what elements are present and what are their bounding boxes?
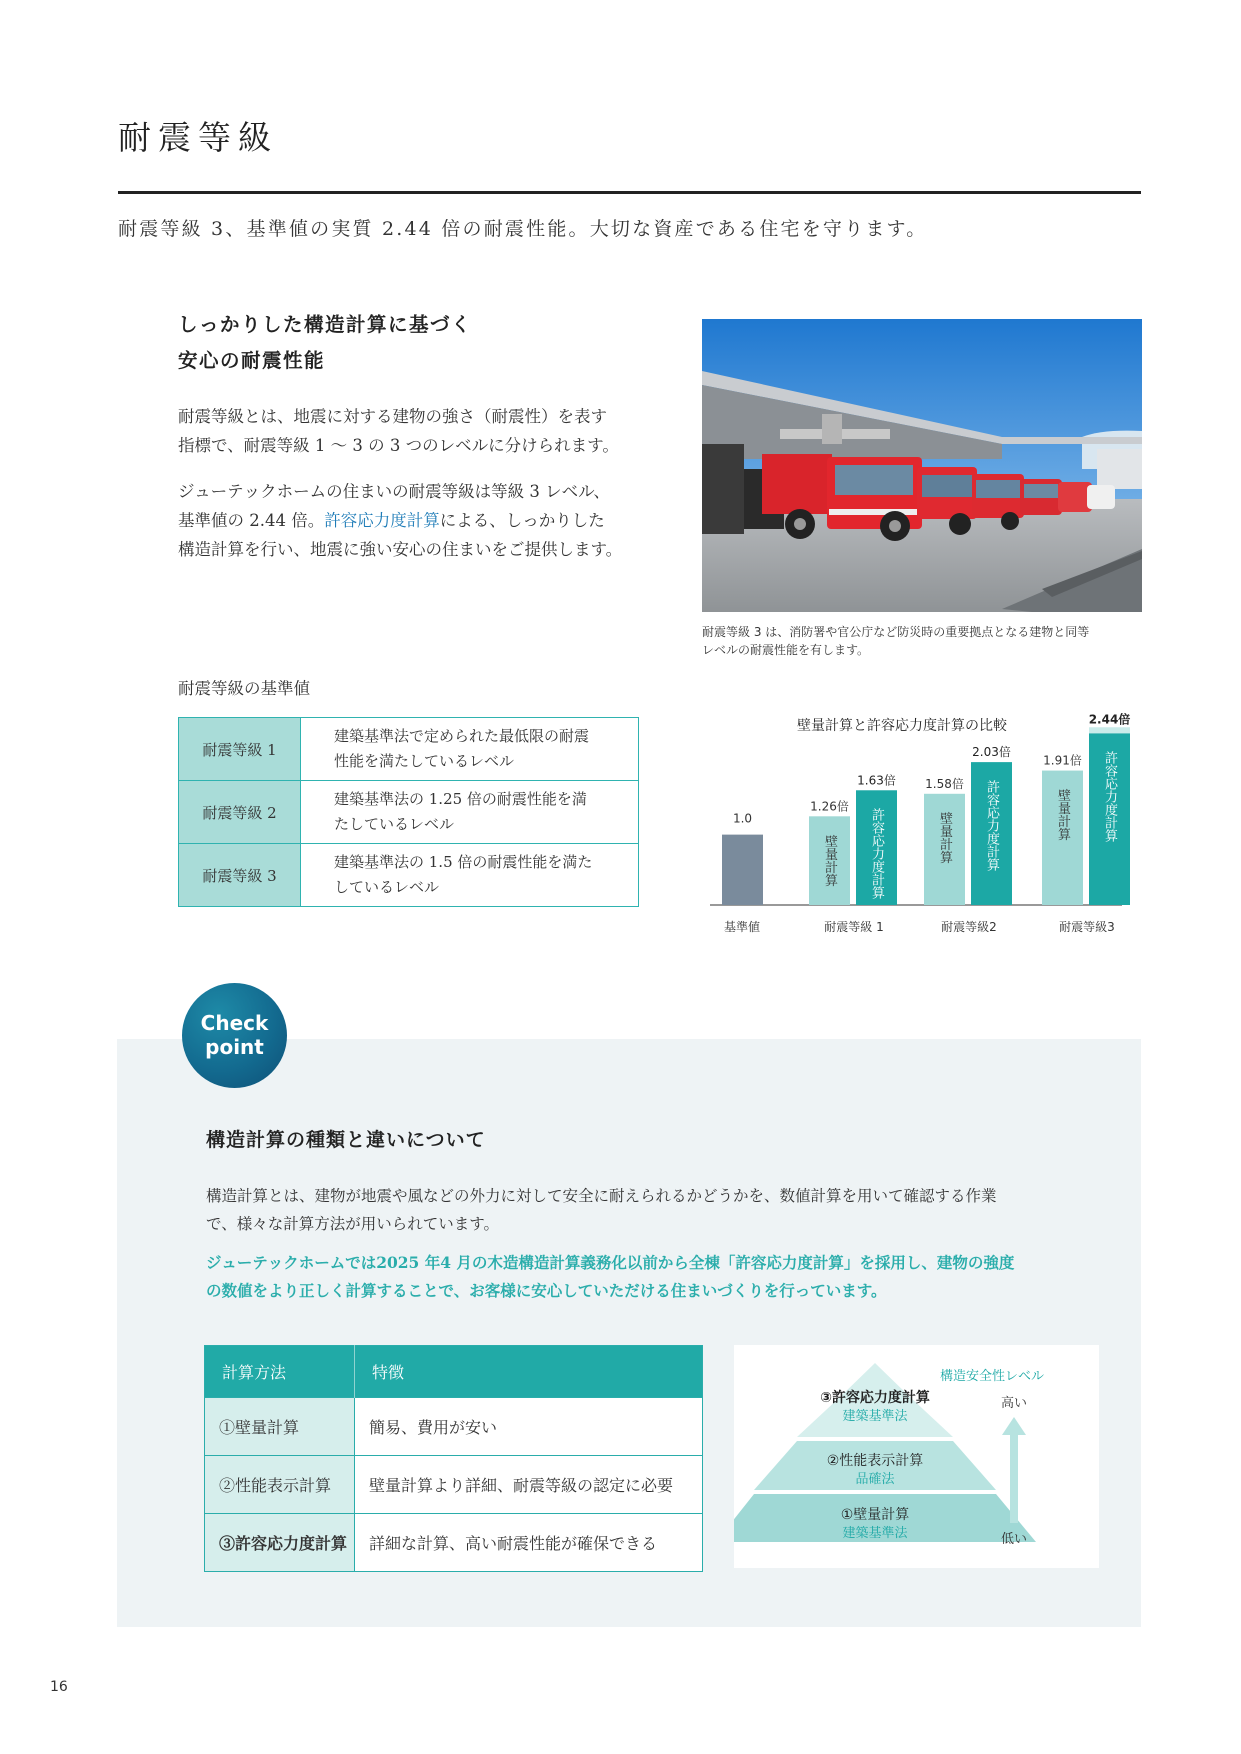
grade-description — [301, 781, 639, 844]
method-cell: ②性能表示計算 — [205, 1456, 355, 1514]
title-divider — [118, 191, 1141, 194]
header-method: 計算方法 — [205, 1346, 355, 1398]
feature-cell: 壁量計算より詳細、耐震等級の認定に必要 — [355, 1456, 703, 1514]
table-row — [205, 1514, 703, 1572]
para1-line2: 指標で、耐震等級 1 〜 3 の 3 つのレベルに分けられます。 — [178, 436, 619, 455]
checkpoint-paragraph-2 — [206, 1249, 1014, 1305]
feature-cell: 簡易、費用が安い — [355, 1398, 703, 1456]
category-label: 耐震等級 1 — [824, 920, 884, 934]
grade-desc-line1: 建築基準法の 1.25 倍の耐震性能を満 — [334, 790, 587, 808]
para2-line3: 構造計算を行い、地震に強い安心の住まいをご提供します。 — [178, 540, 623, 559]
allowable-stress-term: 許容応力度計算 — [324, 511, 440, 530]
safety-level-diagram — [734, 1345, 1099, 1568]
para2-line1: ジューテックホームの住まいの耐震等級は等級 3 レベル、 — [178, 482, 610, 501]
photo-caption-line2: レベルの耐震性能を有します。 — [702, 643, 870, 657]
fire-trucks-illustration — [702, 319, 1142, 612]
lead-text: 耐震等級 3、基準値の実質 2.44 倍の耐震性能。大切な資産である住宅を守ります。 — [118, 218, 928, 240]
bar-base — [722, 835, 763, 905]
grade-label: 耐震等級 3 — [179, 844, 301, 907]
section-heading-line1: しっかりした構造計算に基づく — [178, 313, 473, 336]
photo-caption-line1: 耐震等級 3 は、消防署や官公庁など防災時の重要拠点となる建物と同等 — [702, 625, 1090, 639]
safety-pyramid — [734, 1345, 1099, 1568]
level-low: 低い — [1000, 1532, 1028, 1547]
chart-title: 壁量計算と許容応力度計算の比較 — [797, 718, 1007, 734]
check-para1-line2: で、様々な計算方法が用いられています。 — [206, 1215, 499, 1233]
header-feature: 特徴 — [355, 1346, 703, 1398]
page-title: 耐震等級 — [118, 118, 278, 157]
check-para1-line1: 構造計算とは、建物が地震や風などの外力に対して安全に耐えられるかどうかを、数値計算を用いて確認する作業 — [206, 1187, 997, 1205]
section-heading-line2: 安心の耐震性能 — [178, 349, 326, 372]
feature-cell: 詳細な計算、高い耐震性能が確保できる — [355, 1514, 703, 1572]
comparison-bar-chart — [702, 712, 1142, 942]
safety-level-title: 構造安全性レベル — [939, 1369, 1045, 1384]
tier2-name: ②性能表示計算 — [826, 1453, 924, 1469]
bar-inner-text-allowable: 許容応力度計算 — [984, 780, 999, 872]
bar-label-wall: 1.91倍 — [1043, 753, 1082, 768]
bar-inner-text-allowable: 許容応力度計算 — [1102, 751, 1117, 843]
grade-desc-line2: 性能を満たしているレベル — [334, 752, 515, 770]
seismic-grade-table — [178, 717, 639, 907]
method-cell: ①壁量計算 — [205, 1398, 355, 1456]
category-label: 基準値 — [723, 920, 761, 934]
bar-label-allowable: 1.63倍 — [857, 773, 896, 788]
bar-inner-text-wall: 壁量計算 — [937, 811, 952, 864]
para2-line2-b: による、しっかりした — [439, 511, 605, 530]
grade-label: 耐震等級 1 — [179, 718, 301, 781]
check-para2-line1: ジューテックホームでは2025 年4 月の木造構造計算義務化以前から全棟「許容応力度計算」を採用し、建物の強度 — [206, 1253, 1015, 1272]
grade-desc-line1: 建築基準法の 1.5 倍の耐震性能を満た — [334, 853, 593, 871]
grade-description — [301, 718, 639, 781]
tier1-law: 建築基準法 — [842, 1526, 908, 1541]
tier2-law: 品確法 — [855, 1472, 895, 1487]
badge-line2: point — [205, 1035, 264, 1059]
photo-caption — [702, 623, 1089, 659]
level-high: 高い — [1000, 1396, 1028, 1411]
calculation-method-table — [204, 1345, 703, 1572]
grade-desc-line2: たしているレベル — [334, 815, 455, 833]
badge-line1: Check — [200, 1011, 269, 1035]
para1-line1: 耐震等級とは、地震に対する建物の強さ（耐震性）を表す — [178, 407, 607, 426]
bar-label-wall: 1.26倍 — [810, 799, 849, 814]
bar-label-allowable: 2.44倍 — [1088, 712, 1131, 727]
page-number: 16 — [50, 1679, 68, 1695]
table-row — [205, 1398, 703, 1456]
tier3-law: 建築基準法 — [842, 1409, 908, 1424]
grade-table-title: 耐震等級の基準値 — [178, 679, 310, 698]
check-para2-line2: の数値をより正しく計算することで、お客様に安心していただける住まいづくりを行っています。 — [206, 1281, 887, 1300]
checkpoint-heading: 構造計算の種類と違いについて — [206, 1129, 486, 1151]
tier1-name: ①壁量計算 — [840, 1507, 910, 1523]
intro-paragraph-1 — [178, 402, 619, 460]
table-row — [179, 781, 639, 844]
section-heading — [178, 307, 472, 379]
bar-label-base: 1.0 — [732, 811, 753, 826]
checkpoint-badge — [182, 983, 287, 1088]
table-row — [179, 718, 639, 781]
bar-highlight-cap — [1089, 727, 1130, 733]
grade-desc-line2: しているレベル — [334, 878, 440, 896]
bar-inner-text-wall: 壁量計算 — [1055, 788, 1070, 841]
grade-description — [301, 844, 639, 907]
method-cell: ③許容応力度計算 — [205, 1514, 355, 1572]
checkpoint-paragraph-1 — [206, 1182, 997, 1238]
bar-label-allowable: 2.03倍 — [972, 745, 1011, 760]
bar-inner-text-allowable: 許容応力度計算 — [869, 808, 884, 900]
intro-paragraph-2 — [178, 477, 622, 564]
bar-inner-text-wall: 壁量計算 — [822, 834, 837, 887]
table-row — [179, 844, 639, 907]
tier3-name: ③許容応力度計算 — [820, 1390, 930, 1406]
para2-line2-a: 基準値の 2.44 倍。 — [178, 511, 325, 530]
bar-label-wall: 1.58倍 — [925, 776, 964, 791]
fire-station-photo — [702, 319, 1142, 612]
grade-desc-line1: 建築基準法で定められた最低限の耐震 — [334, 727, 590, 745]
grade-label: 耐震等級 2 — [179, 781, 301, 844]
category-label: 耐震等級2 — [941, 920, 997, 934]
category-label: 耐震等級3 — [1059, 920, 1115, 934]
table-row — [205, 1456, 703, 1514]
table-header-row — [205, 1346, 703, 1398]
